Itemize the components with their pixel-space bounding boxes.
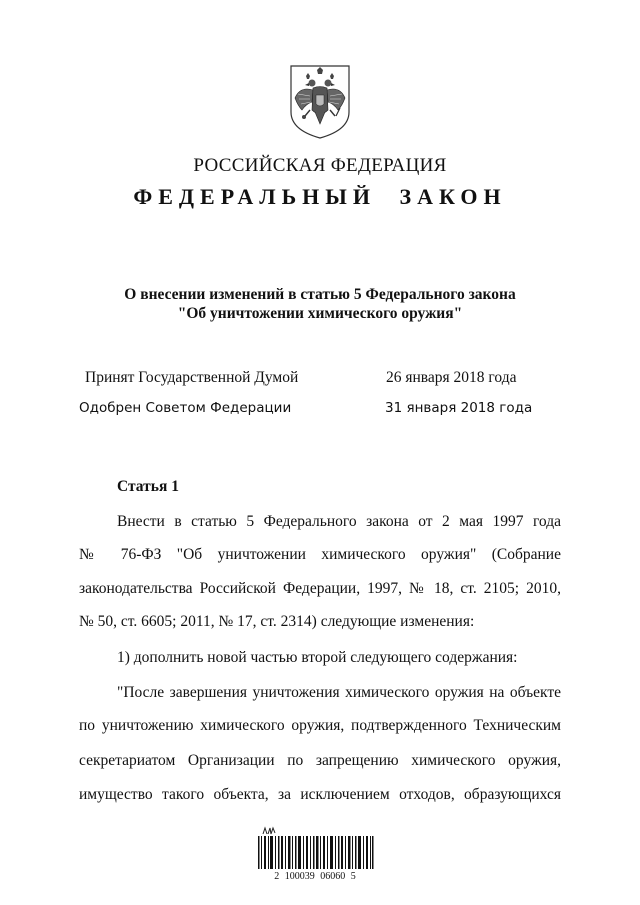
country-name: РОССИЙСКАЯ ФЕДЕРАЦИЯ: [193, 155, 447, 176]
document-type: ФЕДЕРАЛЬНЫЙ ЗАКОН: [133, 184, 507, 209]
adoption-council-date: 31 января 2018 года: [385, 400, 533, 416]
adoption-council-label: Одобрен Советом Федерации: [79, 400, 292, 416]
adoption-duma-date: 26 января 2018 года: [386, 369, 517, 386]
law-title-line-2: "Об уничтожении химического оружия": [177, 305, 463, 322]
double-headed-eagle-icon: [288, 64, 352, 140]
article-text-line: законодательства Российской Федерации, 1997, № 18, ст. 2105; 2010,: [79, 580, 561, 597]
law-title-line-1: О внесении изменений в статью 5 Федерального закона: [124, 286, 516, 303]
article-heading: Статья 1: [117, 478, 179, 495]
article-text-line: "После завершения уничтожения химического оружия на объекте: [117, 684, 561, 701]
article-text-line: имущество такого объекта, за исключением отходов, образующихся: [79, 786, 561, 803]
article-text-line: по уничтожению химического оружия, подтвержденного Техническим: [79, 717, 561, 734]
article-text-line: Внести в статью 5 Федерального закона от 2 мая 1997 года: [117, 513, 561, 530]
article-text-line: секретариатом Организации по запрещению химического оружия,: [79, 752, 561, 769]
barcode-number: 2 100039 06060 5: [274, 871, 356, 882]
barcode-mark-scribble-icon: [262, 826, 276, 835]
barcode-bars-icon: [258, 836, 374, 869]
coat-of-arms-emblem: [288, 64, 352, 140]
article-text-line: № 76-ФЗ "Об уничтожении химического оружия" (Собрание: [79, 546, 561, 563]
article-text-line: № 50, ст. 6605; 2011, № 17, ст. 2314) следующие изменения:: [79, 613, 475, 630]
article-text-line: 1) дополнить новой частью второй следующего содержания:: [117, 649, 518, 666]
adoption-duma-label: Принят Государственной Думой: [85, 369, 299, 386]
law-title: [0, 285, 640, 323]
barcode: [256, 826, 376, 884]
